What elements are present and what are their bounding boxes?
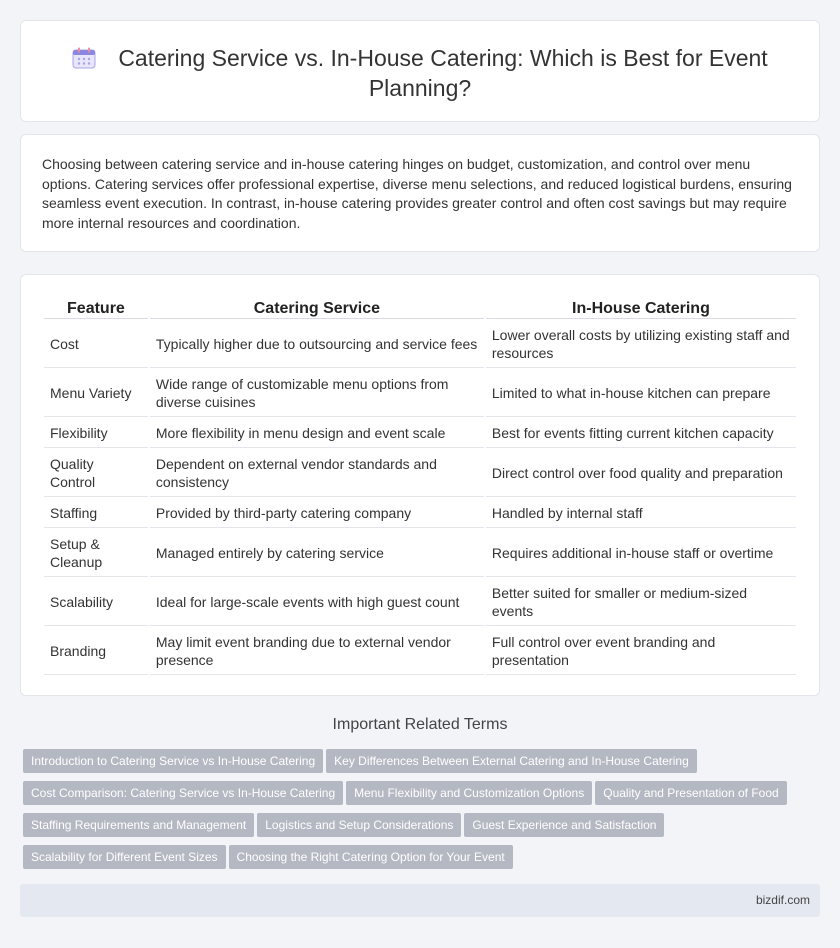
table-header-row [44,297,796,319]
calendar-icon [72,47,96,69]
feature-cell: Flexibility [44,419,148,448]
catering-service-cell: Dependent on external vendor standards and consistency [150,450,484,497]
catering-service-cell: Provided by third-party catering company [150,499,484,528]
footer [20,884,820,917]
catering-service-cell: Wide range of customizable menu options from diverse cuisines [150,370,484,417]
in-house-cell: Full control over event branding and presentation [486,628,796,675]
feature-cell: Branding [44,628,148,675]
in-house-cell: Handled by internal staff [486,499,796,528]
in-house-cell: Best for events fitting current kitchen capacity [486,419,796,448]
in-house-cell: Direct control over food quality and preparation [486,450,796,497]
feature-cell: Cost [44,321,148,368]
related-term-tag[interactable]: Staffing Requirements and Management [23,813,254,837]
related-term-tag[interactable]: Cost Comparison: Catering Service vs In-House Catering [23,781,343,805]
catering-service-cell: May limit event branding due to external vendor presence [150,628,484,675]
table-row [44,499,796,528]
catering-service-cell: Typically higher due to outsourcing and service fees [150,321,484,368]
feature-cell: Scalability [44,579,148,626]
related-terms-list [23,749,813,877]
catering-service-cell: Managed entirely by catering service [150,530,484,577]
feature-cell: Staffing [44,499,148,528]
in-house-cell: Requires additional in-house staff or overtime [486,530,796,577]
in-house-cell: Lower overall costs by utilizing existing staff and resources [486,321,796,368]
page-title [72,45,767,101]
header-in-house-catering: In-House Catering [486,297,796,319]
related-term-tag[interactable]: Scalability for Different Event Sizes [23,845,226,869]
title-wrap [21,43,819,103]
catering-service-cell: Ideal for large-scale events with high guest count [150,579,484,626]
footer-site-link[interactable]: bizdif.com [755,893,810,907]
table-row [44,579,796,626]
table-row [44,321,796,368]
header-feature: Feature [44,297,148,319]
table-row [44,450,796,497]
intro-card [20,134,820,252]
related-term-tag[interactable]: Quality and Presentation of Food [595,781,786,805]
table-row [44,370,796,417]
table-row [44,419,796,448]
feature-cell: Menu Variety [44,370,148,417]
feature-cell: Quality Control [44,450,148,497]
related-term-tag[interactable]: Introduction to Catering Service vs In-House Catering [23,749,323,773]
table-row [44,628,796,675]
in-house-cell: Better suited for smaller or medium-sized events [486,579,796,626]
comparison-table-card [20,274,820,696]
intro-paragraph: Choosing between catering service and in-house catering hinges on budget, customization, and control over menu options. Catering services offer professional expertise, diverse menu selections, and reduced logistical burdens, ensuring seamless event execution. In contrast, in-house catering provides greater control and often cost savings but may require more internal resources and coordination. [42,156,792,231]
related-term-tag[interactable]: Logistics and Setup Considerations [257,813,461,837]
header-catering-service: Catering Service [150,297,484,319]
table-row [44,530,796,577]
related-terms-heading: Important Related Terms [332,716,508,733]
comparison-table [42,295,798,677]
page-title-text: Catering Service vs. In-House Catering: Which is Best for Event Planning? [118,45,768,101]
related-term-tag[interactable]: Guest Experience and Satisfaction [464,813,664,837]
related-term-tag[interactable]: Menu Flexibility and Customization Options [346,781,592,805]
in-house-cell: Limited to what in-house kitchen can prepare [486,370,796,417]
related-term-tag[interactable]: Key Differences Between External Catering and In-House Catering [326,749,697,773]
catering-service-cell: More flexibility in menu design and event scale [150,419,484,448]
related-term-tag[interactable]: Choosing the Right Catering Option for Your Event [229,845,513,869]
feature-cell: Setup & Cleanup [44,530,148,577]
title-card [20,20,820,122]
